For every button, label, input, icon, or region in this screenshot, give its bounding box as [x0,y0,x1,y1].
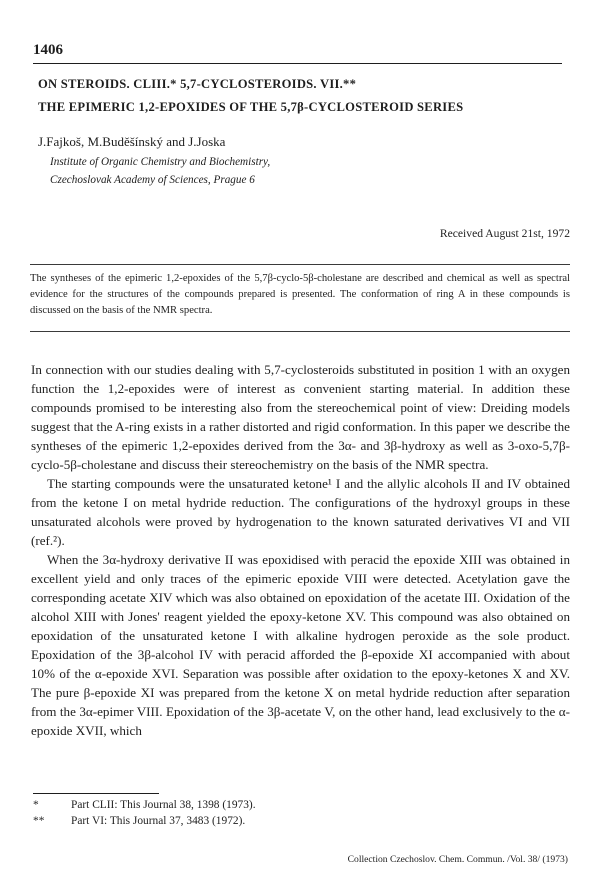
paragraph-3: When the 3α-hydroxy derivative II was epoxidised with peracid the epoxide XIII was obtained in excellent yield and only traces of the epimeric epoxide VIII were detected. Acetylation gave the corresponding acetate XIV which was also obtained on epoxidation of the acetate III. Oxidation of the alcohol XIII with Jones' reagent yielded the epoxy-ketone XV. This compound was also obtained on epoxidation of the unsaturated ketone I with alkaline hydrogen peroxide as the sole product. Epoxidation of the 3β-alcohol IV with peracid afforded the β-epoxide XI accompanied with about 10% of the α-epoxide XVI. Separation was possible after oxidation to the epoxy-ketones X and XV. The pure β-epoxide XI was prepared from the ketone X on metal hydride reduction after separation from the 3α-epimer VIII. Epoxidation of the 3β-acetate V, on the other hand, lead exclusively to the α-epoxide XVII, which [31,552,570,738]
affiliation-line-2: Czechoslovak Academy of Sciences, Prague 6 [50,174,255,186]
page-number: 1406 [33,42,63,58]
body-text [31,360,570,740]
footnote-2 [33,815,245,827]
abstract-text: The syntheses of the epimeric 1,2-epoxides of the 5,7β-cyclo-5β-cholestane are described and chemical as well as spectral evidence for the structures of the compounds prepared is presented. The conformation of ring A in these compounds is discussed on the basis of the NMR spectra. [30,273,570,316]
paragraph-1: In connection with our studies dealing with 5,7-cyclosteroids substituted in position 1 with an oxygen function the 1,2-epoxides were of interest as convenient starting material. In addition these compounds promised to be interesting also from the stereochemical point of view: Dreiding models suggest that the A-ring exists in a rather distorted and rigid conformation. In this paper we describe the syntheses of the epimeric 1,2-epoxides derived from the 3α- and 3β-hydroxy as well as 3-oxo-5,7β-cyclo-5β-cholestane and discuss their stereochemistry on the basis of the NMR spectra. [31,362,570,472]
title-line-2: THE EPIMERIC 1,2-EPOXIDES OF THE 5,7β-CYCLOSTEROID SERIES [38,100,464,114]
affiliation-line-1: Institute of Organic Chemistry and Biochemistry, [50,156,271,168]
header-rule [33,63,562,64]
authors: J.Fajkoš, M.Buděšínský and J.Joska [38,134,226,149]
paragraph-2: The starting compounds were the unsaturated ketone¹ I and the allylic alcohols II and IV obtained from the ketone I on metal hydride reduction. The configurations of the hydroxyl groups in these unsaturated alcohols were proved by hydrogenation to the known saturated derivatives VI and VII (ref.²). [31,476,570,548]
footnote-1-text: Part CLII: This Journal 38, 1398 (1973). [71,799,256,811]
abstract [30,264,570,332]
footnote-2-mark: ** [33,815,45,827]
received-date: Received August 21st, 1972 [439,227,570,240]
title-line-1: ON STEROIDS. CLIII.* 5,7-CYCLOSTEROIDS. VII.** [38,77,357,91]
footnote-2-text: Part VI: This Journal 37, 3483 (1972). [71,815,246,827]
footnote-1-mark: * [33,799,39,811]
footnote-1 [33,799,256,811]
journal-footer: Collection Czechoslov. Chem. Commun. /Vol. 38/ (1973) [347,854,568,865]
footnote-rule [33,793,159,794]
